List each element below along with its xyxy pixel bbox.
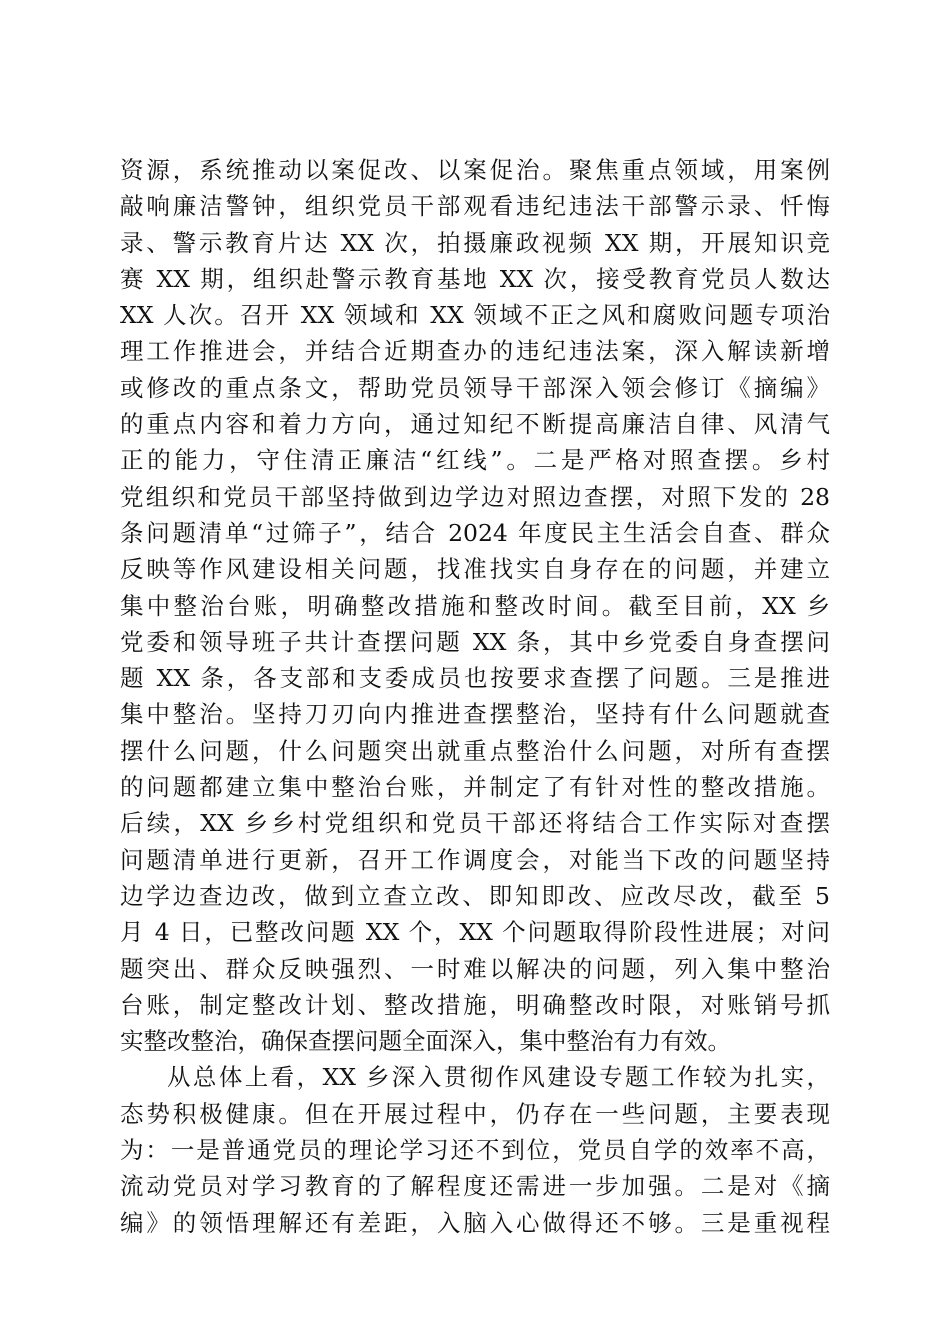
text-line: 党委和领导班子共计查摆问题 XX 条，其中乡党委自身查摆问 [120,627,830,656]
text-line: 录、警示教育片达 XX 次，拍摄廉政视频 XX 期，开展知识竞 [120,228,830,257]
text-line: 赛 XX 期，组织赴警示教育基地 XX 次，接受教育党员人数达 [120,264,830,293]
text-line: 问题清单进行更新，召开工作调度会，对能当下改的问题坚持 [120,845,830,874]
text-line: 集中整治。坚持刀刃向内推进查摆整治，坚持有什么问题就查 [120,700,830,729]
text-line: 的问题都建立集中整治台账，并制定了有针对性的整改措施。 [120,773,830,802]
paragraph-1 [120,152,830,1059]
text-line: 正的能力，守住清正廉洁“红线”。二是严格对照查摆。乡村 [120,446,830,475]
text-line: 或修改的重点条文，帮助党员领导干部深入领会修订《摘编》 [120,373,830,402]
text-line: 题 XX 条，各支部和支委成员也按要求查摆了问题。三是推进 [120,664,830,693]
text-line: 从总体上看，XX 乡深入贯彻作风建设专题工作较为扎实， [167,1063,830,1092]
text-line: 实整改整治，确保查摆问题全面深入，集中整治有力有效。 [120,1027,731,1056]
text-line: 敲响廉洁警钟，组织党员干部观看违纪违法干部警示录、忏悔 [120,192,830,221]
text-line: 态势积极健康。但在开展过程中，仍存在一些问题，主要表现 [120,1099,830,1128]
text-line: 资源，系统推动以案促改、以案促治。聚焦重点领域，用案例 [120,156,830,184]
paragraph-2 [120,1059,830,1240]
text-line: 编》的领悟理解还有差距，入脑入心做得还不够。三是重视程 [120,1208,830,1237]
text-line: 后续，XX 乡乡村党组织和党员干部还将结合工作实际对查摆 [120,809,830,838]
text-line: 台账，制定整改计划、整改措施，明确整改时限，对账销号抓 [120,990,830,1019]
text-line: 集中整治台账，明确整改措施和整改时间。截至目前，XX 乡 [120,591,830,620]
text-line: 摆什么问题，什么问题突出就重点整治什么问题，对所有查摆 [120,736,830,765]
text-line: 流动党员对学习教育的了解程度还需进一步加强。二是对《摘 [120,1172,830,1201]
text-line: 为：一是普通党员的理论学习还不到位，党员自学的效率不高， [120,1136,830,1165]
document-body [120,152,830,1241]
text-line: 题突出、群众反映强烈、一时难以解决的问题，列入集中整治 [120,954,830,983]
text-line: XX 人次。召开 XX 领域和 XX 领域不正之风和腐败问题专项治 [120,301,830,330]
text-line: 反映等作风建设相关问题，找准找实自身存在的问题，并建立 [120,555,830,584]
text-line: 党组织和党员干部坚持做到边学边对照边查摆，对照下发的 28 [120,482,830,511]
text-line: 边学边查边改，做到立查立改、即知即改、应改尽改，截至 5 [120,881,830,910]
text-line: 月 4 日，已整改问题 XX 个，XX 个问题取得阶段性进展；对问 [120,918,830,947]
text-line: 条问题清单“过筛子”，结合 2024 年度民主生活会自查、群众 [120,518,830,547]
text-line: 理工作推进会，并结合近期查办的违纪违法案，深入解读新增 [120,337,830,366]
text-line: 的重点内容和着力方向，通过知纪不断提高廉洁自律、风清气 [120,410,830,439]
